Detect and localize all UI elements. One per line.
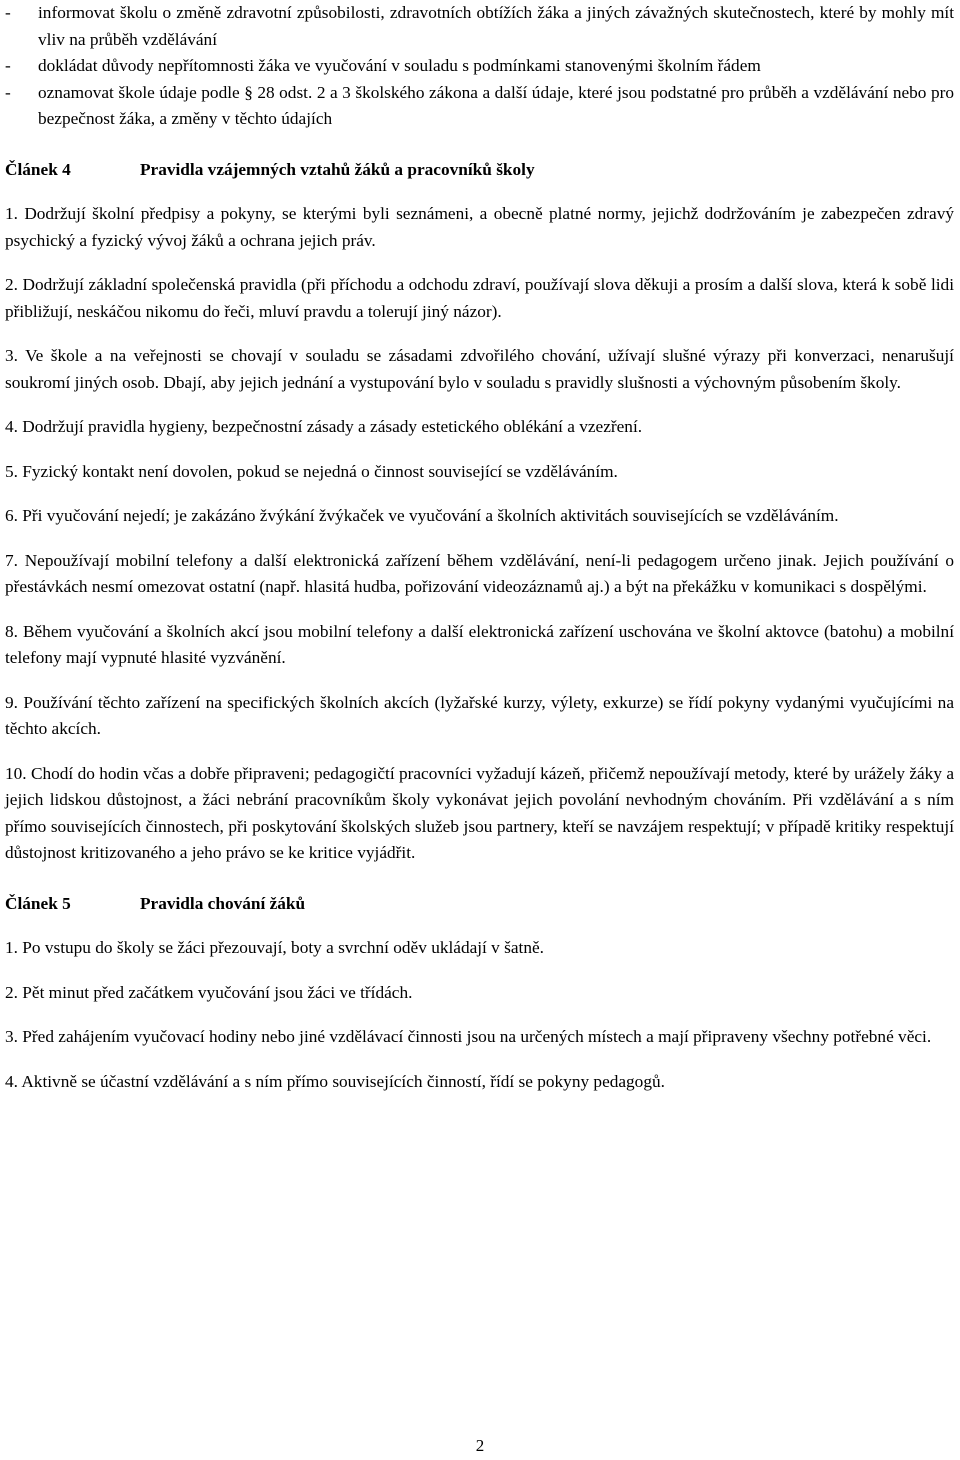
article-4-number: Článek 4 (5, 159, 71, 179)
list-dash: - (5, 3, 11, 22)
paragraph: 4. Dodržují pravidla hygieny, bezpečnostní zásady a zásady estetického oblékání a vzezření. (5, 417, 643, 436)
obligations-list (5, 0, 954, 133)
paragraph: 10. Chodí do hodin včas a dobře připraveni; pedagogičtí pracovníci vyžadují kázeň, přičemž nepoužívají metody, které by urážely žáky a jejich lidskou důstojnost, a žáci nebrání pracovníkům školy vykonávat jejich povolání nevhodným chováním. Při vzdělávání a s ním přímo souvisejících činnostech, při poskytování školských služeb jsou partnery, kteří se navzájem respektují; v případě kritiky respektují důstojnost kritizovaného a jeho právo se ke kritice vyjádřit. (5, 763, 954, 862)
paragraph: 2. Pět minut před začátkem vyučování jsou žáci ve třídách. (5, 982, 413, 1002)
list-item (5, 53, 954, 80)
paragraph: 5. Fyzický kontakt není dovolen, pokud se nejedná o činnost související se vzděláváním. (5, 461, 618, 481)
article-5-title: Pravidla chování žáků (140, 893, 306, 913)
article-4-body (5, 201, 954, 867)
paragraph: 4. Aktivně se účastní vzdělávání a s ním přímo souvisejících činností, řídí se pokyny pedagogů. (5, 1071, 665, 1091)
article-5-heading (5, 891, 954, 918)
paragraph: 2. Dodržují základní společenská pravidla (při příchodu a odchodu zdraví, používají slova děkuji a prosím a další slova, která k sobě lidi přibližují, neskáčou nikomu do řeči, mluví pravdu a tolerují jiný názor). (5, 275, 954, 321)
article-4-title: Pravidla vzájemných vztahů žáků a pracovníků školy (140, 159, 535, 179)
paragraph: 7. Nepoužívají mobilní telefony a další elektronická zařízení během vzdělávání, není-li pedagogem určeno jinak. Jejich používání o přestávkách nesmí omezovat ostatní (např. hlasitá hudba, pořizování videozáznamů aj.) a být na překážku v komunikaci s dospělými. (5, 550, 954, 596)
paragraph: 8. Během vyučování a školních akcí jsou mobilní telefony a další elektronická zařízení uschována ve školní aktovce (batohu) a mobilní telefony mají vypnuté hlasité vyzvánění. (5, 621, 954, 667)
list-item-text: dokládat důvody nepřítomnosti žáka ve vyučování v souladu s podmínkami stanovenými školním řádem (38, 56, 761, 75)
paragraph: 3. Ve škole a na veřejnosti se chovají v souladu se zásadami zdvořilého chování, užívají slušné výrazy při konverzaci, nenarušují soukromí jiných osob. Dbají, aby jejich jednání a vystupování bylo v souladu s pravidly slušnosti a výchovným působením školy. (5, 346, 954, 392)
paragraph: 9. Používání těchto zařízení na specifických školních akcích (lyžařské kurzy, výlety, exkurze) se řídí pokyny vydanými vyučujícími na těchto akcích. (5, 692, 954, 738)
list-item (5, 0, 954, 53)
page-number: 2 (475, 1436, 485, 1455)
list-item-text: oznamovat škole údaje podle § 28 odst. 2 a 3 školského zákona a další údaje, které jsou podstatné pro průběh a vzdělávání nebo pro bezpečnost žáka, a změny v těchto údajích (38, 82, 954, 128)
list-item-text: informovat školu o změně zdravotní způsobilosti, zdravotních obtížích žáka a jiných závažných skutečnostech, které by mohly mít vliv na průběh vzdělávání (38, 3, 954, 49)
paragraph: 1. Dodržují školní předpisy a pokyny, se kterými byli seznámeni, a obecně platné normy, jejichž dodržováním je zabezpečen zdravý psychický a fyzický vývoj žáků a ochrana jejich práv. (5, 204, 954, 250)
list-item (5, 80, 954, 133)
paragraph: 1. Po vstupu do školy se žáci přezouvají, boty a svrchní oděv ukládají v šatně. (5, 938, 544, 957)
paragraph: 3. Před zahájením vyučovací hodiny nebo jiné vzdělávací činnosti jsou na určených místech a mají připraveny všechny potřebné věci. (5, 1027, 932, 1046)
article-5-body (5, 935, 954, 1095)
list-dash: - (5, 56, 11, 75)
article-5-number: Článek 5 (5, 893, 71, 913)
article-4-heading (5, 157, 954, 184)
paragraph: 6. Při vyučování nejedí; je zakázáno žvýkání žvýkaček ve vyučování a školních aktivitách souvisejících se vzděláváním. (5, 506, 839, 525)
list-dash: - (5, 82, 11, 102)
